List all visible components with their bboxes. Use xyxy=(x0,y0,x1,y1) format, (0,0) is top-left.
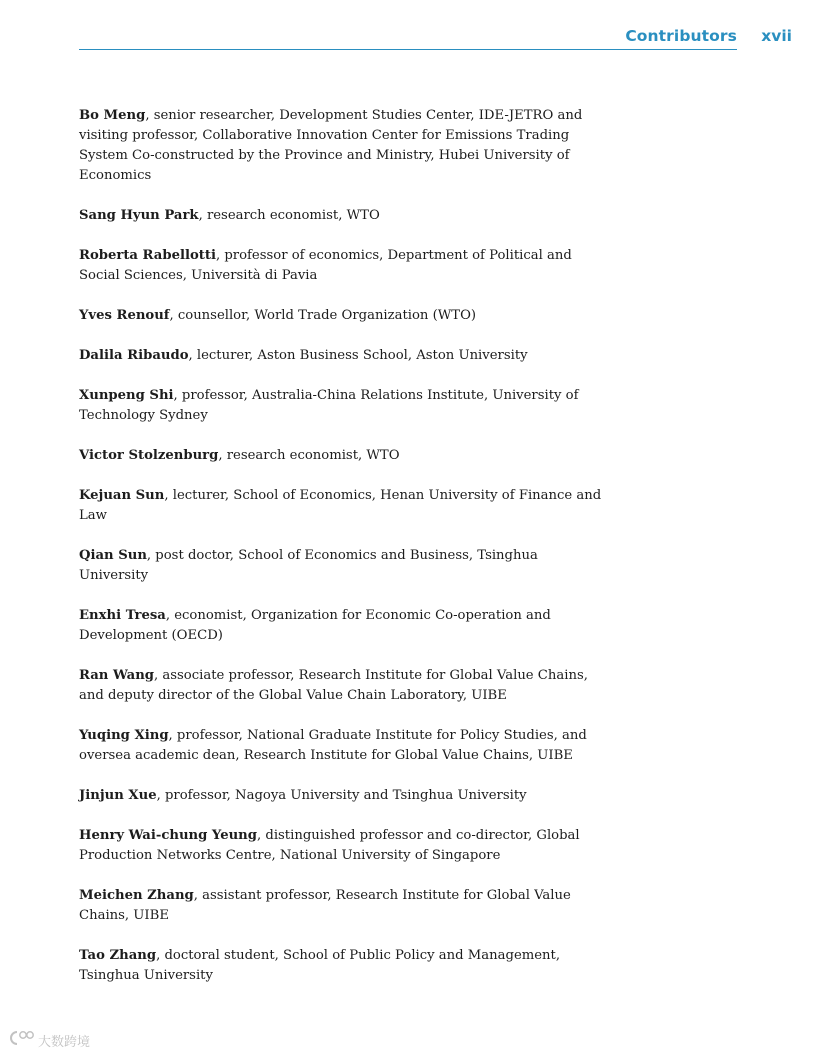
contributor-name: Tao Zhang xyxy=(79,948,157,963)
contributor-description: , professor of economics, Department of Political and Social Sciences, Università di Pavia xyxy=(79,248,572,283)
contributor-entry xyxy=(79,206,611,226)
contributor-entry xyxy=(79,306,611,326)
contributor-list xyxy=(79,106,611,1006)
running-header-title: Contributors xyxy=(625,27,737,45)
contributor-entry xyxy=(79,546,611,586)
contributor-entry xyxy=(79,486,611,526)
contributor-name: Ran Wang xyxy=(79,668,155,683)
contributor-description: , distinguished professor and co-director, Global Production Networks Centre, National University of Singapore xyxy=(79,828,580,863)
running-header xyxy=(79,26,792,52)
contributor-name: Victor Stolzenburg xyxy=(79,448,219,463)
contributor-name: Yves Renouf xyxy=(79,308,170,323)
contributor-name: Meichen Zhang xyxy=(79,888,194,903)
contributor-description: , lecturer, Aston Business School, Aston University xyxy=(188,348,528,363)
contributor-name: Bo Meng xyxy=(79,108,146,123)
contributor-entry xyxy=(79,786,611,806)
contributor-description: , professor, Australia-China Relations Institute, University of Technology Sydney xyxy=(79,388,579,423)
contributor-name: Xunpeng Shi xyxy=(79,388,174,403)
contributor-description: , professor, Nagoya University and Tsinghua University xyxy=(156,788,527,803)
contributor-description: , research economist, WTO xyxy=(198,208,380,223)
contributor-name: Kejuan Sun xyxy=(79,488,165,503)
watermark-logo-icon xyxy=(8,1029,36,1051)
contributor-entry xyxy=(79,386,611,426)
contributor-description: , doctoral student, School of Public Policy and Management, Tsinghua University xyxy=(79,948,561,983)
page-number: xvii xyxy=(761,27,792,45)
contributor-name: Jinjun Xue xyxy=(79,788,157,803)
contributor-entry xyxy=(79,106,611,186)
contributor-description: , senior researcher, Development Studies Center, IDE-JETRO and visiting professor, Collaborative Innovation Center for Emissions Trading System Co-constructed by the Province and Ministry, Hubei University of Economics xyxy=(79,108,583,183)
contributor-description: , counsellor, World Trade Organization (WTO) xyxy=(169,308,477,323)
contributor-description: , lecturer, School of Economics, Henan University of Finance and Law xyxy=(79,488,602,523)
contributor-description: , economist, Organization for Economic Co-operation and Development (OECD) xyxy=(79,608,551,643)
contributor-entry xyxy=(79,726,611,766)
contributor-name: Enxhi Tresa xyxy=(79,608,166,623)
contributor-entry xyxy=(79,946,611,986)
contributor-name: Yuqing Xing xyxy=(79,728,169,743)
contributor-name: Henry Wai-chung Yeung xyxy=(79,828,257,843)
contributor-description: , associate professor, Research Institute for Global Value Chains, and deputy director of the Global Value Chain Laboratory, UIBE xyxy=(79,668,588,703)
contributor-description: , professor, National Graduate Institute for Policy Studies, and oversea academic dean, Research Institute for Global Value Chains, UIBE xyxy=(79,728,587,763)
contributor-name: Sang Hyun Park xyxy=(79,208,199,223)
contributor-name: Qian Sun xyxy=(79,548,147,563)
contributor-name: Roberta Rabellotti xyxy=(79,248,216,263)
contributor-entry xyxy=(79,446,611,466)
contributor-description: , research economist, WTO xyxy=(218,448,400,463)
contributor-description: , assistant professor, Research Institute for Global Value Chains, UIBE xyxy=(79,888,571,923)
contributor-entry xyxy=(79,886,611,926)
contributor-name: Dalila Ribaudo xyxy=(79,348,189,363)
header-rule xyxy=(79,49,737,50)
contributor-entry xyxy=(79,346,611,366)
contributor-entry xyxy=(79,826,611,866)
watermark xyxy=(8,1029,90,1049)
contributor-entry xyxy=(79,246,611,286)
watermark-text: 大数跨境 xyxy=(38,1034,91,1050)
contributor-entry xyxy=(79,666,611,706)
contributor-description: , post doctor, School of Economics and Business, Tsinghua University xyxy=(79,548,538,583)
contributor-entry xyxy=(79,606,611,646)
